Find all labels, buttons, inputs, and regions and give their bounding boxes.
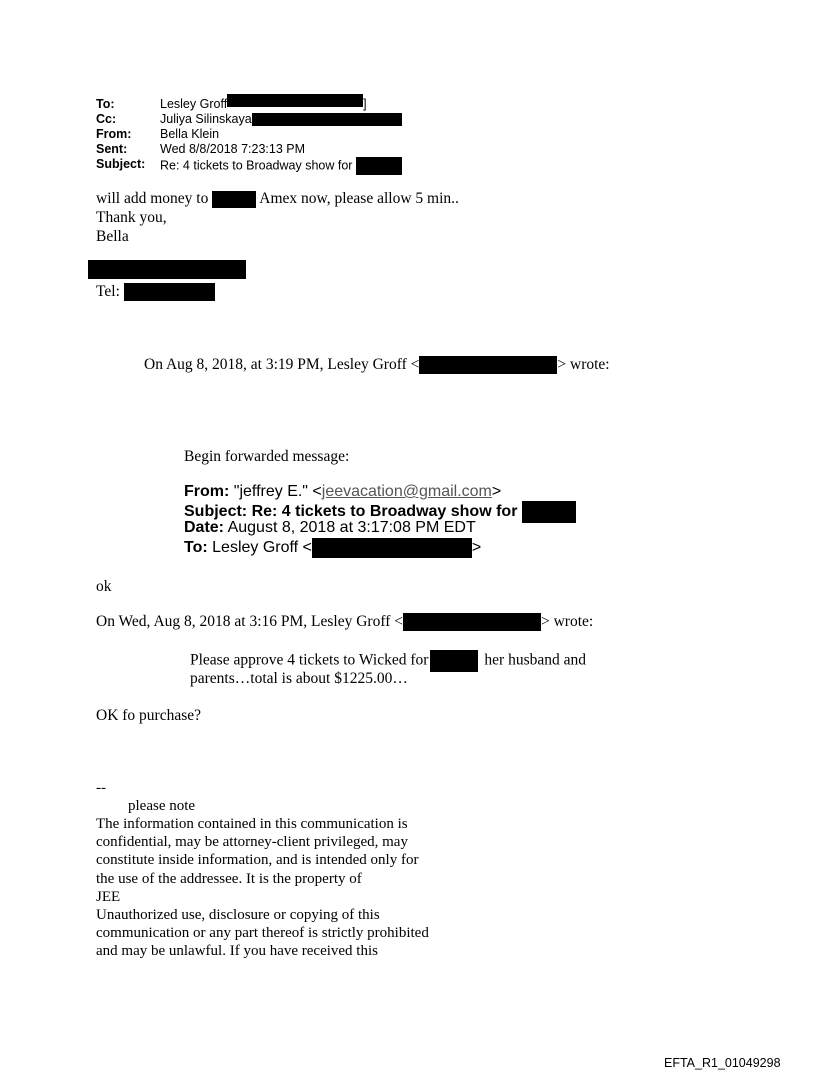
ok-purchase-text: OK fo purchase?: [96, 707, 202, 724]
subject-label: Subject:: [96, 157, 146, 171]
fwd-to-value: Lesley Groff <: [212, 539, 312, 557]
from-label: From:: [96, 127, 132, 141]
fwd-date-value: August 8, 2018 at 3:17:08 PM EDT: [227, 519, 476, 536]
redaction-box: [356, 157, 402, 175]
tel-label: Tel:: [96, 283, 120, 300]
to-value: [160, 97, 367, 112]
disclaimer-line: confidential, may be attorney-client privileged, may: [96, 834, 408, 851]
disclaimer-block: [96, 815, 429, 961]
disclaimer-line: Unauthorized use, disclosure or copying of this: [96, 907, 380, 924]
quote2-prefix: On Wed, Aug 8, 2018 at 3:16 PM, Lesley Groff <: [96, 613, 403, 630]
quote2-suffix: > wrote:: [541, 613, 594, 630]
ok-text: ok: [96, 578, 112, 595]
to-name: Lesley Groff: [160, 97, 228, 111]
please-note: please note: [128, 798, 196, 814]
redaction-box: [522, 501, 576, 523]
signature-dashes: --: [96, 780, 106, 796]
request-line-2: parents…total is about $1225.00…: [190, 670, 408, 687]
fwd-from-email-link[interactable]: jeevacation@gmail.com: [321, 483, 492, 500]
cc-label: Cc:: [96, 112, 117, 126]
fwd-date-label: Date:: [184, 519, 225, 536]
reply-line-2: Thank you,: [96, 209, 167, 226]
quote1-suffix: > wrote:: [557, 356, 610, 373]
redaction-box: [312, 538, 472, 558]
redaction-box: [403, 613, 541, 631]
to-label: To:: [96, 97, 115, 111]
subject-text: Re: 4 tickets to Broadway show for: [160, 158, 353, 173]
fwd-date-line: [184, 519, 476, 537]
cc-value: [160, 112, 402, 127]
quote2-line: [96, 612, 593, 631]
disclaimer-line: communication or any part thereof is strictly prohibited: [96, 925, 429, 942]
fwd-to-label: To:: [184, 539, 208, 557]
disclaimer-line: The information contained in this communication is: [96, 816, 408, 832]
redaction-box: [419, 356, 557, 374]
redaction-box: [212, 191, 256, 208]
reply-text-a: will add money to: [96, 190, 209, 207]
reply-line-3: Bella: [96, 228, 129, 245]
fwd-subject-label: Subject:: [184, 503, 248, 521]
redaction-box: [227, 94, 363, 107]
document-id: EFTA_R1_01049298: [664, 1056, 781, 1070]
sent-value: Wed 8/8/2018 7:23:13 PM: [160, 142, 306, 156]
fwd-from-close: >: [491, 483, 502, 500]
sent-label: Sent:: [96, 142, 128, 156]
subject-value: [160, 157, 402, 175]
quote1-prefix: On Aug 8, 2018, at 3:19 PM, Lesley Groff <: [144, 356, 420, 373]
cc-name: Juliya Silinskaya: [160, 112, 252, 126]
quote1-line: [144, 355, 610, 374]
disclaimer-line: JEE: [96, 888, 121, 905]
tel-line: [96, 282, 215, 301]
fwd-to-close: >: [471, 539, 482, 557]
fwd-to-line: [184, 538, 481, 558]
fwd-from-name: "jeffrey E." <: [233, 483, 322, 500]
disclaimer-line: the use of the addressee. It is the property of: [96, 870, 362, 887]
reply-line-1: [96, 189, 459, 208]
to-suffix: ]: [363, 97, 367, 111]
signature-redaction: [88, 260, 246, 279]
request-text-a: Please approve 4 tickets to Wicked for: [190, 651, 429, 669]
reply-text-b: Amex now, please allow 5 min..: [259, 190, 459, 207]
redaction-box: [430, 650, 478, 672]
disclaimer-line: constitute inside information, and is intended only for: [96, 852, 419, 869]
fwd-from-line: [184, 483, 501, 501]
from-value: Bella Klein: [160, 127, 220, 141]
disclaimer-line: and may be unlawful. If you have received this: [96, 943, 378, 960]
redaction-box: [124, 283, 215, 301]
fwd-subject-value: Re: 4 tickets to Broadway show for: [251, 503, 518, 521]
redaction-box: [252, 113, 402, 126]
begin-forwarded: Begin forwarded message:: [184, 448, 350, 465]
request-text-b: her husband and: [484, 651, 586, 669]
fwd-from-label: From:: [184, 483, 230, 500]
